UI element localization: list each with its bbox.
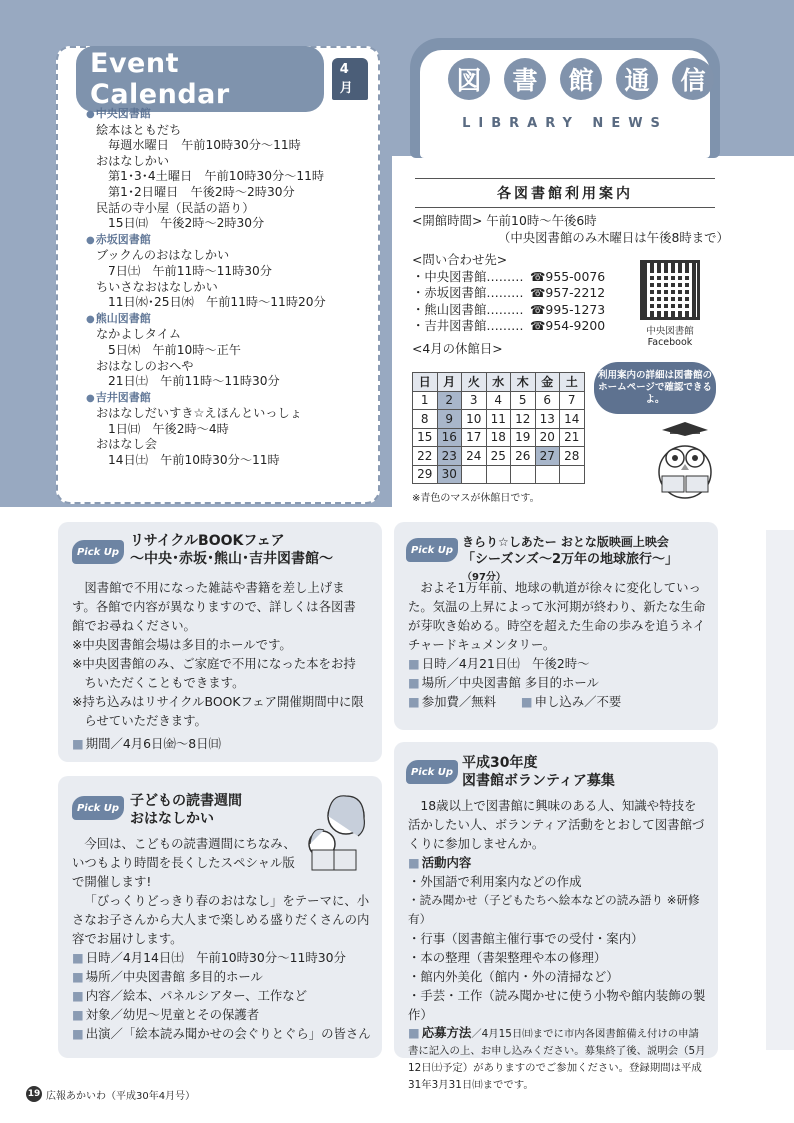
qr-caption [628, 326, 712, 348]
contact-phone[interactable]: ☎957-2212 [530, 285, 606, 300]
calendar-day: 3 [462, 391, 487, 410]
recycle-fair-title-sub: ～中央･赤坂･熊山･吉井図書館～ [130, 551, 333, 567]
event-time: 21日㈯ 午前11時～11時30分 [108, 374, 280, 389]
calendar-day: 27 [535, 447, 560, 466]
hours-note: （中央図書館のみ木曜日は午後8時まで） [498, 229, 729, 245]
volunteer-activity: ・手芸・工作（読み聞かせに使う小物や館内装飾の製作） [408, 988, 706, 1022]
logo-char: 通 [616, 58, 658, 100]
calendar-day: 6 [535, 391, 560, 410]
recycle-fair-title-main: リサイクルBOOKフェア [130, 533, 285, 549]
calendar-day: 24 [462, 447, 487, 466]
event-name: 絵本はともだち [96, 122, 182, 137]
volunteer-apply-text: ／4月15日㈰までに市内各図書館備え付けの申請書に記入の上、お申し込みください。募集終了後、説明会（5月12日㈯予定）がありますのでご参加ください。登録期間は平成31年3月31日㈰までです。 [408, 1028, 706, 1091]
recycle-fair-period: ■ 期間／4月6日㈮～8日㈰ [72, 734, 368, 753]
logo-char: 図 [448, 58, 490, 100]
contact-library: ・熊山図書館……… [412, 301, 524, 317]
calendar-day: 9 [437, 410, 462, 429]
contact-label: <問い合わせ先> [412, 252, 508, 267]
event-calendar-title: Event Calendar [76, 46, 324, 112]
recycle-fair-body [72, 578, 368, 753]
volunteer-activity: ・本の整理（書架整理や本の修理） [408, 950, 607, 965]
event-time: 5日㈭ 午前10時～正午 [108, 342, 241, 357]
event-list [86, 106, 376, 469]
volunteer-title [462, 754, 712, 790]
pickup-badge: Pick Up [72, 540, 124, 564]
calendar-day: 21 [560, 428, 585, 447]
calendar-day: 18 [486, 428, 511, 447]
weekday-header: 日 [413, 373, 438, 392]
logo-subtitle: 市内図書館の利用案内・開催イベント紹介 [451, 140, 679, 153]
calendar-week [413, 410, 585, 429]
calendar-day: 5 [511, 391, 536, 410]
event-library-heading: ● 吉井図書館 [86, 390, 376, 407]
kids-story-intro [72, 834, 296, 891]
calendar-day [486, 465, 511, 484]
calendar-day: 1 [413, 391, 438, 410]
volunteer-description: 18歳以上で図書館に興味のある人、知識や特技を活かしたい人、ボランティア活動をとおして図書館づくりに参加しませんか。 [408, 798, 705, 851]
event-calendar-header [76, 48, 368, 110]
kids-story-target: ■ 対象／幼児～児童とその保護者 [72, 1005, 372, 1024]
calendar-day: 22 [413, 447, 438, 466]
footer-publication: 広報あかいわ（平成30年4月号） [46, 1090, 196, 1102]
closed-note: ※青色のマスが休館日です。 [412, 493, 540, 504]
event-name: ブックんのおはなしかい [96, 248, 230, 263]
event-name: なかよしタイム [96, 327, 182, 342]
kids-story-title-main: 子どもの読書週間 [130, 793, 242, 809]
event-time: 14日㈯ 午前10時30分～11時 [108, 453, 280, 468]
calendar-day: 14 [560, 410, 585, 429]
movie-duration: （97分） [462, 572, 506, 583]
event-time: 毎週水曜日 午前10時30分～11時 [108, 138, 301, 153]
weekday-header: 土 [560, 373, 585, 392]
calendar-day: 23 [437, 447, 462, 466]
contact-phone[interactable]: ☎954-9200 [530, 318, 606, 333]
event-name: ちいさなおはなしかい [96, 279, 218, 294]
hours-label: <開館時間> [412, 213, 483, 228]
calendar-week [413, 447, 585, 466]
event-time: 11日㈬･25日㈬ 午前11時～11時20分 [108, 295, 326, 310]
pickup-badge: Pick Up [406, 538, 458, 562]
event-calendar [56, 46, 380, 504]
volunteer-body [408, 796, 708, 1094]
kids-story-theme: 「びっくりどっきり春のおはなし」をテーマに、小さなお子さんから大人まで楽しめる盛りだくさんの内容でお届けします。 [72, 893, 370, 946]
recycle-fair-description: 図書館で不用になった雑誌や書籍を差し上げます。各館で内容が異なりますので、詳しくは各図書館でお尋ねください。 [72, 580, 356, 633]
calendar-day [462, 465, 487, 484]
contact-phone[interactable]: ☎995-1273 [530, 301, 606, 317]
logo-char: 信 [672, 58, 714, 100]
movie-apply: ■ 申し込み／不要 [521, 694, 621, 709]
calendar-day: 30 [437, 465, 462, 484]
calendar-day: 11 [486, 410, 511, 429]
volunteer-title-year: 平成30年度 [462, 755, 538, 771]
qr-caption-service: Facebook [647, 337, 693, 348]
movie-description: およそ1万年前、地球の軌道が徐々に変化していった。気温の上昇によって氷河期が終わり、新たな生命が芽吹き始める。時空を超えた生命の歩みを追うネイチャードキュメンタリー。 [408, 580, 706, 652]
event-library-heading: ● 中央図書館 [86, 106, 376, 123]
calendar-day: 10 [462, 410, 487, 429]
page-footer [26, 1086, 195, 1102]
closed-days-calendar [412, 372, 585, 484]
volunteer-activity: ・行事（図書館主催行事での受付・案内） [408, 931, 644, 946]
contact-library: ・吉井図書館……… [412, 318, 524, 333]
page-number: 19 [26, 1086, 42, 1102]
weekday-header: 火 [462, 373, 487, 392]
library-news-logo [410, 38, 720, 188]
calendar-day [535, 465, 560, 484]
volunteer-activities-label: ■ 活動内容 [408, 853, 708, 872]
kids-story-description: 今回は、こどもの読書週間にちなみ、いつもより時間を長くしたスペシャル版で開催します! [72, 836, 296, 889]
logo-english: LIBRARY NEWS [462, 116, 668, 131]
movie-date: ■ 日時／4月21日㈯ 午後2時～ [408, 654, 706, 673]
movie-place: ■ 場所／中央図書館 多目的ホール [408, 673, 706, 692]
kids-story-performer: ■ 出演／「絵本読み聞かせの会ぐりとぐら」の皆さん [72, 1024, 372, 1043]
logo-char: 館 [560, 58, 602, 100]
volunteer-title-main: 図書館ボランティア募集 [462, 773, 615, 789]
volunteer-apply-label: ■ 応募方法 [408, 1025, 471, 1040]
weekday-header: 木 [511, 373, 536, 392]
calendar-week [413, 391, 585, 410]
contact-library: ・赤坂図書館……… [412, 285, 524, 300]
event-name: 民話の寺小屋（民話の語り） [96, 200, 255, 215]
owl-mascot-icon [640, 420, 730, 500]
calendar-week [413, 465, 585, 484]
event-time: 第1･2日曜日 午後2時～2時30分 [108, 184, 295, 199]
calendar-day: 17 [462, 428, 487, 447]
mother-child-reading-icon [296, 790, 378, 874]
right-margin-strip [766, 530, 794, 1050]
movie-title-series: きらり☆しあたー おとな版映画上映会 [462, 535, 669, 549]
volunteer-activity: ・読み聞かせ（子どもたちへ絵本などの読み語り ※研修有） [408, 893, 700, 926]
volunteer-box [394, 742, 718, 1091]
recycle-fair-title [130, 532, 380, 568]
recycle-fair-note: ※中央図書館のみ、ご家庭で不用になった本をお持ちいただくこともできます。 [72, 656, 356, 690]
speech-bubble: 利用案内の詳細は図書館のホームページで確認できるよ。 [594, 362, 716, 414]
movie-title-name: 「シーズンズ～2万年の地球旅行～」 [462, 552, 679, 567]
calendar-day: 15 [413, 428, 438, 447]
kids-story-place: ■ 場所／中央図書館 多目的ホール [72, 967, 372, 986]
event-name: おはなしかい [96, 153, 170, 168]
qr-caption-library: 中央図書館 [646, 326, 694, 337]
calendar-day [511, 465, 536, 484]
contact-phone[interactable]: ☎955-0076 [530, 268, 606, 284]
movie-fee: ■ 参加費／無料 [408, 694, 496, 709]
recycle-fair-box [58, 522, 382, 762]
pickup-badge: Pick Up [72, 796, 124, 820]
event-library-heading: ● 熊山図書館 [86, 311, 376, 328]
volunteer-activity: ・外国語で利用案内などの作成 [408, 874, 582, 889]
event-name: おはなし会 [96, 437, 157, 452]
event-time: 7日㈯ 午前11時～11時30分 [108, 263, 272, 278]
calendar-day: 26 [511, 447, 536, 466]
calendar-day: 20 [535, 428, 560, 447]
closed-label: <4月の休館日> [412, 340, 503, 356]
recycle-fair-note: ※持ち込みはリサイクルBOOKフェア開催期間中に限らせていただきます。 [72, 694, 364, 728]
weekday-header: 水 [486, 373, 511, 392]
movie-box [394, 522, 718, 730]
volunteer-activity-list [408, 872, 708, 1024]
weekday-header: 月 [437, 373, 462, 392]
kids-story-box [58, 776, 382, 1058]
logo-title [448, 58, 714, 100]
guide-title: 各図書館利用案内 [415, 178, 715, 208]
weekday-header: 金 [535, 373, 560, 392]
calendar-weeks [413, 391, 585, 484]
calendar-day: 13 [535, 410, 560, 429]
pickup-badge: Pick Up [406, 760, 458, 784]
calendar-day: 12 [511, 410, 536, 429]
calendar-day: 25 [486, 447, 511, 466]
calendar-day: 19 [511, 428, 536, 447]
calendar-day: 29 [413, 465, 438, 484]
hours-value: 午前10時～午後6時 [486, 213, 597, 228]
calendar-day: 2 [437, 391, 462, 410]
event-name: おはなしだいすき☆えほんといっしょ [96, 406, 302, 421]
calendar-day [560, 465, 585, 484]
event-time: 第1･3･4土曜日 午前10時30分～11時 [108, 169, 325, 184]
kids-story-body [72, 891, 372, 1043]
kids-story-title [130, 792, 290, 828]
qr-code[interactable] [640, 260, 700, 320]
calendar-day: 7 [560, 391, 585, 410]
calendar-day: 8 [413, 410, 438, 429]
kids-story-content: ■ 内容／絵本、パネルシアター、工作など [72, 986, 372, 1005]
logo-char: 書 [504, 58, 546, 100]
calendar-weekdays [413, 373, 585, 392]
calendar-week [413, 428, 585, 447]
recycle-fair-note: ※中央図書館会場は多目的ホールです。 [72, 637, 292, 652]
movie-body [408, 578, 706, 711]
event-calendar-month: 4月 [332, 58, 368, 100]
kids-story-date: ■ 日時／4月14日㈯ 午前10時30分～11時30分 [72, 948, 372, 967]
event-time: 1日㈰ 午後2時～4時 [108, 421, 229, 436]
contact-library: ・中央図書館……… [412, 268, 524, 284]
qr-pattern [649, 269, 691, 311]
event-time: 15日㈰ 午後2時～2時30分 [108, 216, 265, 231]
calendar-day: 28 [560, 447, 585, 466]
calendar-day: 4 [486, 391, 511, 410]
kids-story-title-sub: おはなしかい [130, 811, 214, 827]
calendar-day: 16 [437, 428, 462, 447]
volunteer-activity: ・館内外美化（館内・外の清掃など） [408, 969, 619, 984]
event-name: おはなしのおへや [96, 358, 194, 373]
event-library-heading: ● 赤坂図書館 [86, 232, 376, 249]
